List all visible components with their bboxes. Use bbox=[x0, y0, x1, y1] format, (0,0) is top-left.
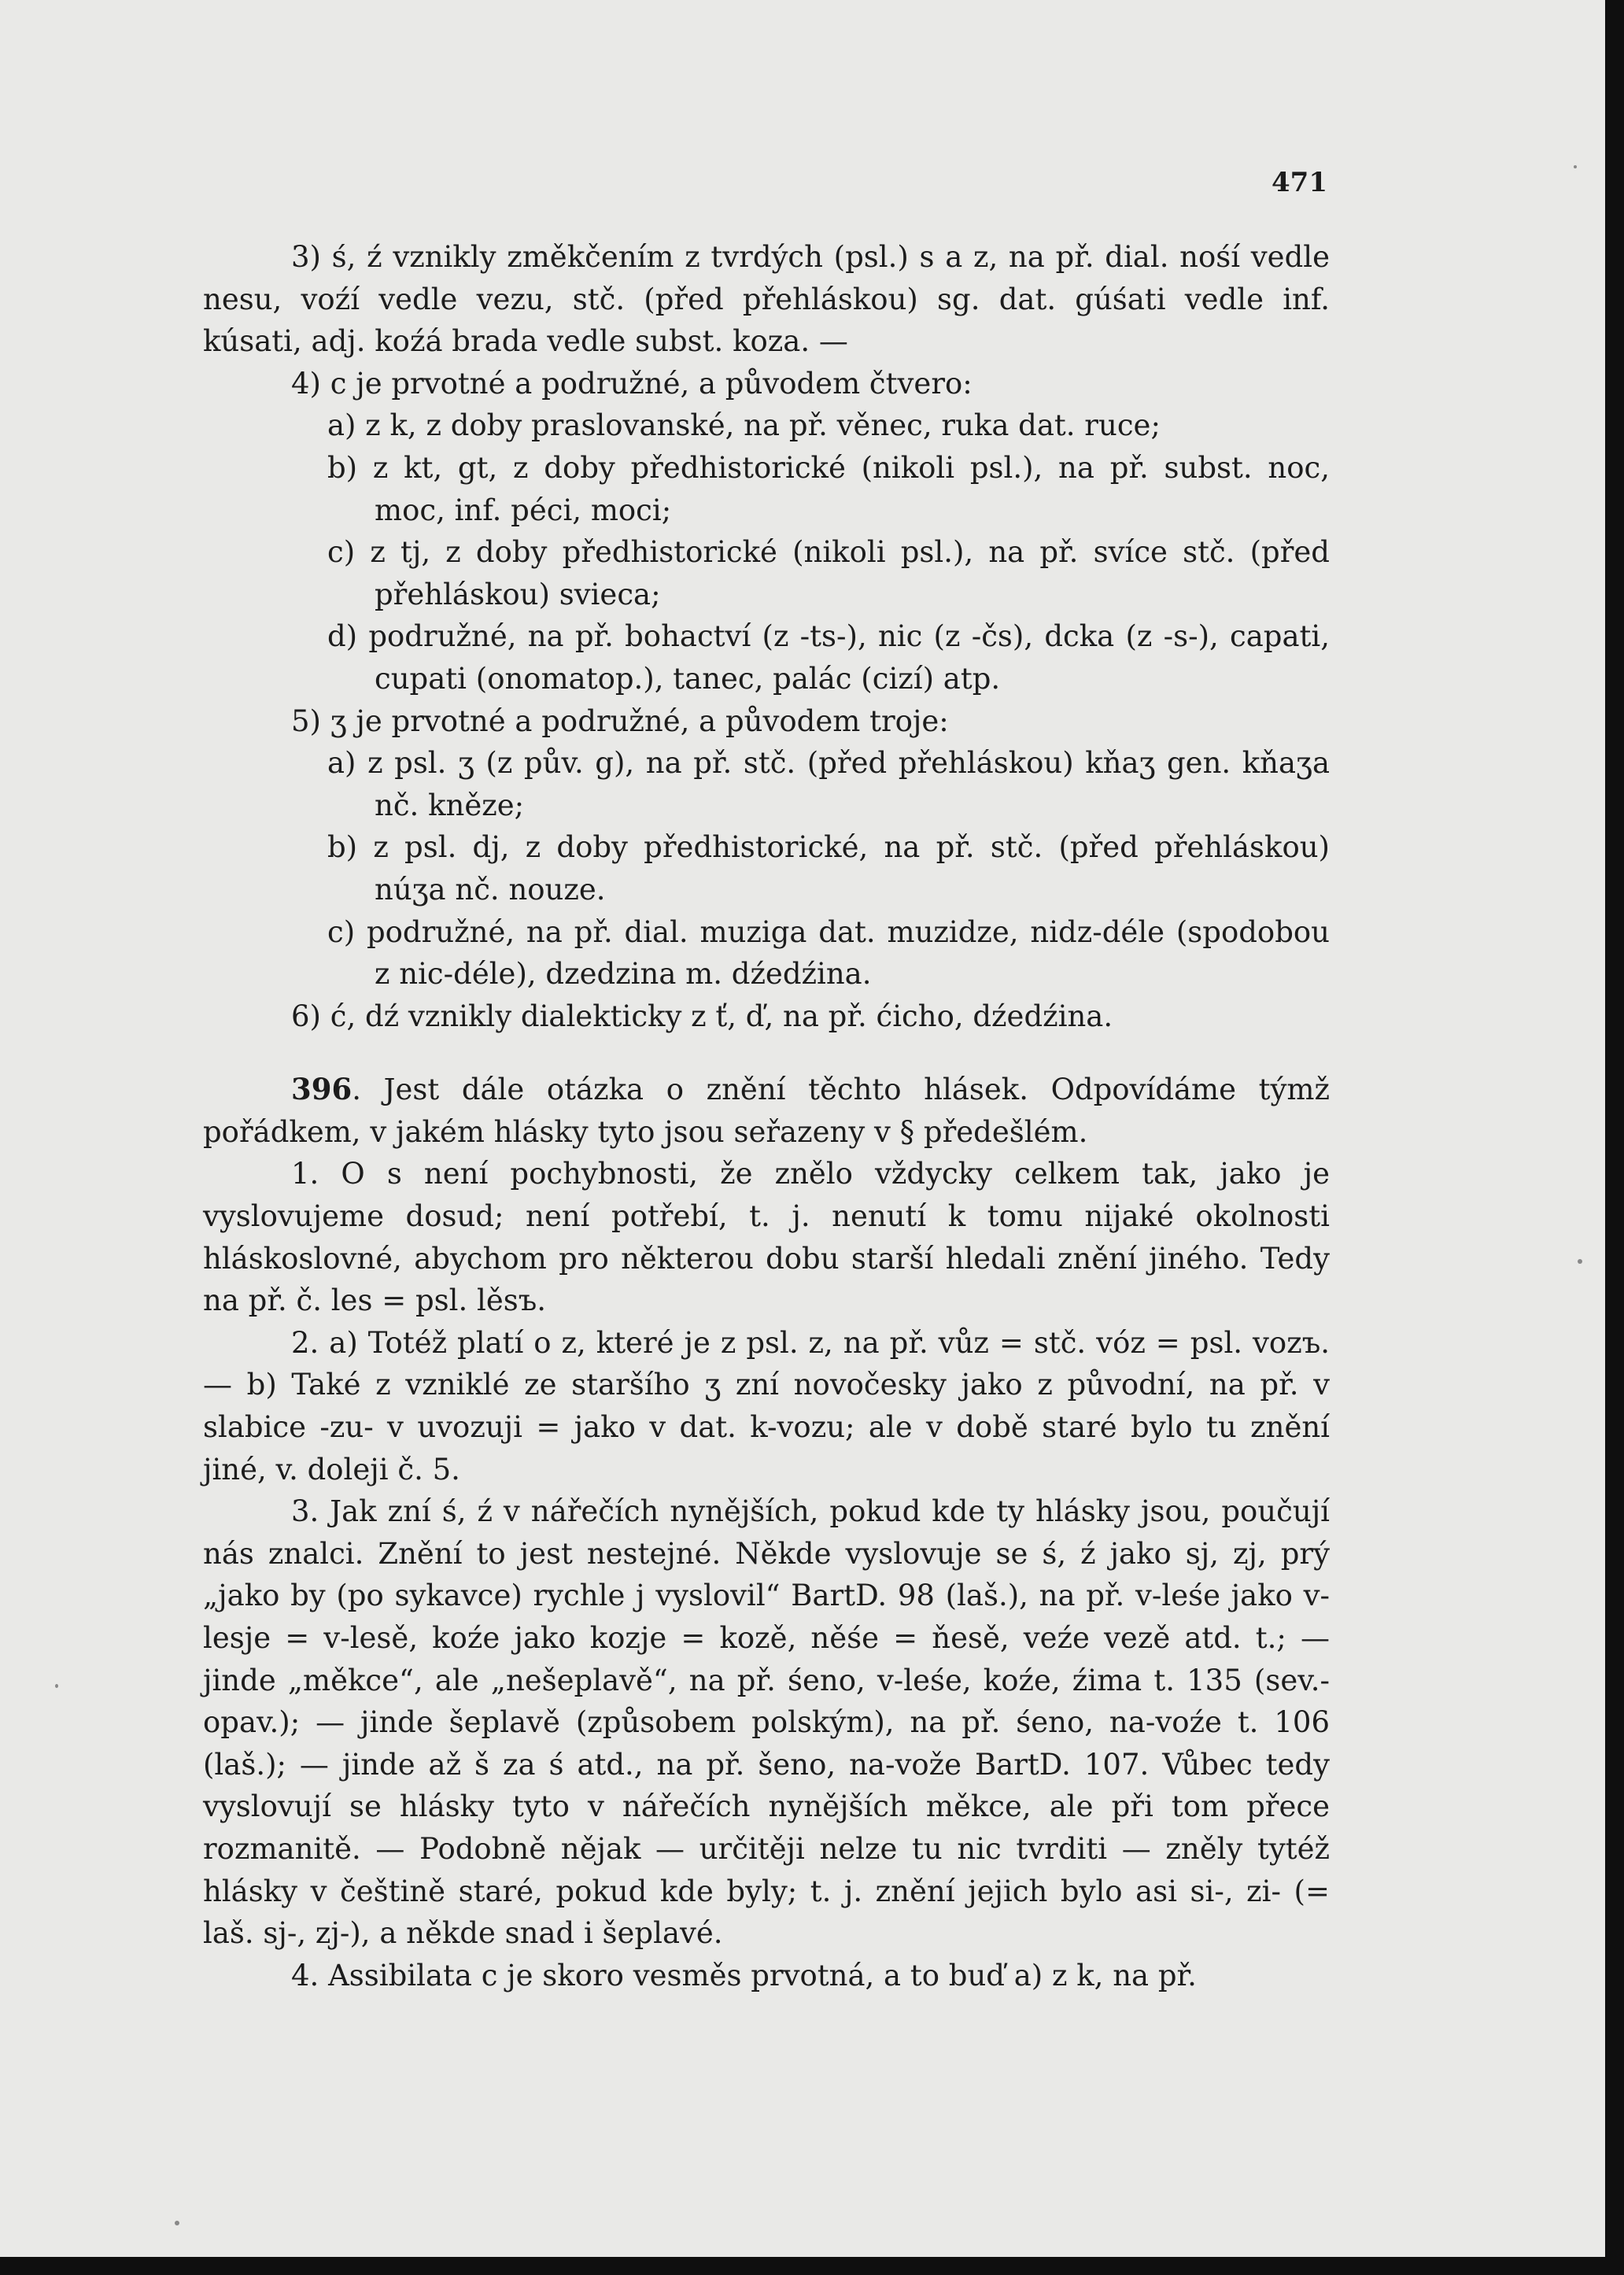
scan-speck bbox=[175, 2221, 179, 2225]
paragraph: 5) ʒ je prvotné a podružné, a původem troje: bbox=[291, 704, 949, 738]
list-item: d) podružné, na př. bohactví (z -ts-), nic (z -čs), dcka (z -s-), capati, cupati (onomatop.), tanec, palác (cizí) atp. bbox=[327, 619, 1330, 696]
scan-speck bbox=[1578, 1259, 1582, 1264]
section-paragraph bbox=[203, 1069, 1330, 1153]
paragraph: 3) ś, ź vznikly změkčením z tvrdých (psl.) s a z, na př. dial. nośí vedle nesu, voźí vedle vezu, stč. (před přehláskou) sg. dat. gúśati vedle inf. kúsati, adj. koźá brada vedle subst. koza. — bbox=[203, 240, 1330, 359]
paragraph: 6) ć, dź vznikly dialekticky z ť, ď, na př. ćicho, dźedźina. bbox=[291, 999, 1113, 1033]
page-body bbox=[203, 236, 1330, 1996]
section-text: . Jest dále otázka o znění těchto hlásek. Odpovídáme týmž pořádkem, v jakém hlásky tyto jsou seřazeny v § předešlém. bbox=[203, 1073, 1330, 1149]
paragraph: 3. Jak zní ś, ź v nářečích nynějších, pokud kde ty hlásky jsou, poučují nás znalci. Znění to jest nestejné. Někde vyslovuje se ś, ź jako sj, zj, prý „jako by (po sykavce) rychle j vyslovil“ BartD. 98 (laš.), na př. v-leśe jako v-lesje = v-lesě, koźe jako kozje = kozě, něśe = ňesě, veźe vezě atd. t.; — jinde „měkce“, ale „nešeplavě“, na př. śeno, v-leśe, koźe, źima t. 135 (sev.-opav.); — jinde šeplavě (způsobem polským), na př. śeno, na-voźe t. 106 (laš.); — jinde až š za ś atd., na př. šeno, na-vože BartD. 107. Vůbec tedy vyslovují se hlásky tyto v nářečích nynějších měkce, ale při tom přece rozmanitě. — Podobně nějak — určitěji nelze tu nic tvrditi — zněly tytéž hlásky v češtině staré, pokud kde byly; t. j. znění jejich bylo asi si-, zi- (= laš. sj-, zj-), a někde snad i šeplavé. bbox=[203, 1494, 1330, 1951]
list-item: b) z psl. dj, z doby předhistorické, na př. stč. (před přehláskou) núʒa nč. nouze. bbox=[327, 830, 1330, 907]
list-item: c) podružné, na př. dial. muziga dat. muzidze, nidz-déle (spodobou z nic-déle), dzedzina m. dźedźina. bbox=[327, 914, 1330, 992]
paragraph: 4) c je prvotné a podružné, a původem čtvero: bbox=[291, 366, 973, 401]
paragraph: 1. O s není pochybnosti, že znělo vždycky celkem tak, jako je vyslovujeme dosud; není potřebí, t. j. nenutí k tomu nijaké okolnosti hláskoslovné, abychom pro některou dobu starší hledali znění jiného. Tedy na př. č. les = psl. lěsъ. bbox=[203, 1157, 1330, 1318]
list-item: a) z k, z doby praslovanské, na př. věnec, ruka dat. ruce; bbox=[327, 408, 1161, 443]
scan-speck bbox=[55, 1684, 58, 1688]
paragraph: 2. a) Totéž platí o z, které je z psl. z, na př. vůz = stč. vóz = psl. vozъ. — b) Také z vzniklé ze staršího ʒ zní novočesky jako z původní, na př. v slabice -zu- v uvozuji = jako v dat. k-vozu; ale v době staré bylo tu znění jiné, v. doleji č. 5. bbox=[203, 1325, 1330, 1487]
section-number: 396 bbox=[291, 1072, 352, 1107]
paragraph: 4. Assibilata c je skoro vesměs prvotná, a to buď a) z k, na př. bbox=[291, 1958, 1197, 1992]
list-item: a) z psl. ʒ (z pův. g), na př. stč. (před přehláskou) kňaʒ gen. kňaʒa nč. kněze; bbox=[327, 746, 1330, 822]
page-number: 471 bbox=[1272, 167, 1327, 198]
list-item: b) z kt, gt, z doby předhistorické (nikoli psl.), na př. subst. noc, moc, inf. péci, moci; bbox=[327, 450, 1330, 527]
list-item: c) z tj, z doby předhistorické (nikoli psl.), na př. svíce stč. (před přehláskou) sviecа; bbox=[327, 535, 1330, 611]
scan-speck bbox=[1574, 165, 1577, 168]
